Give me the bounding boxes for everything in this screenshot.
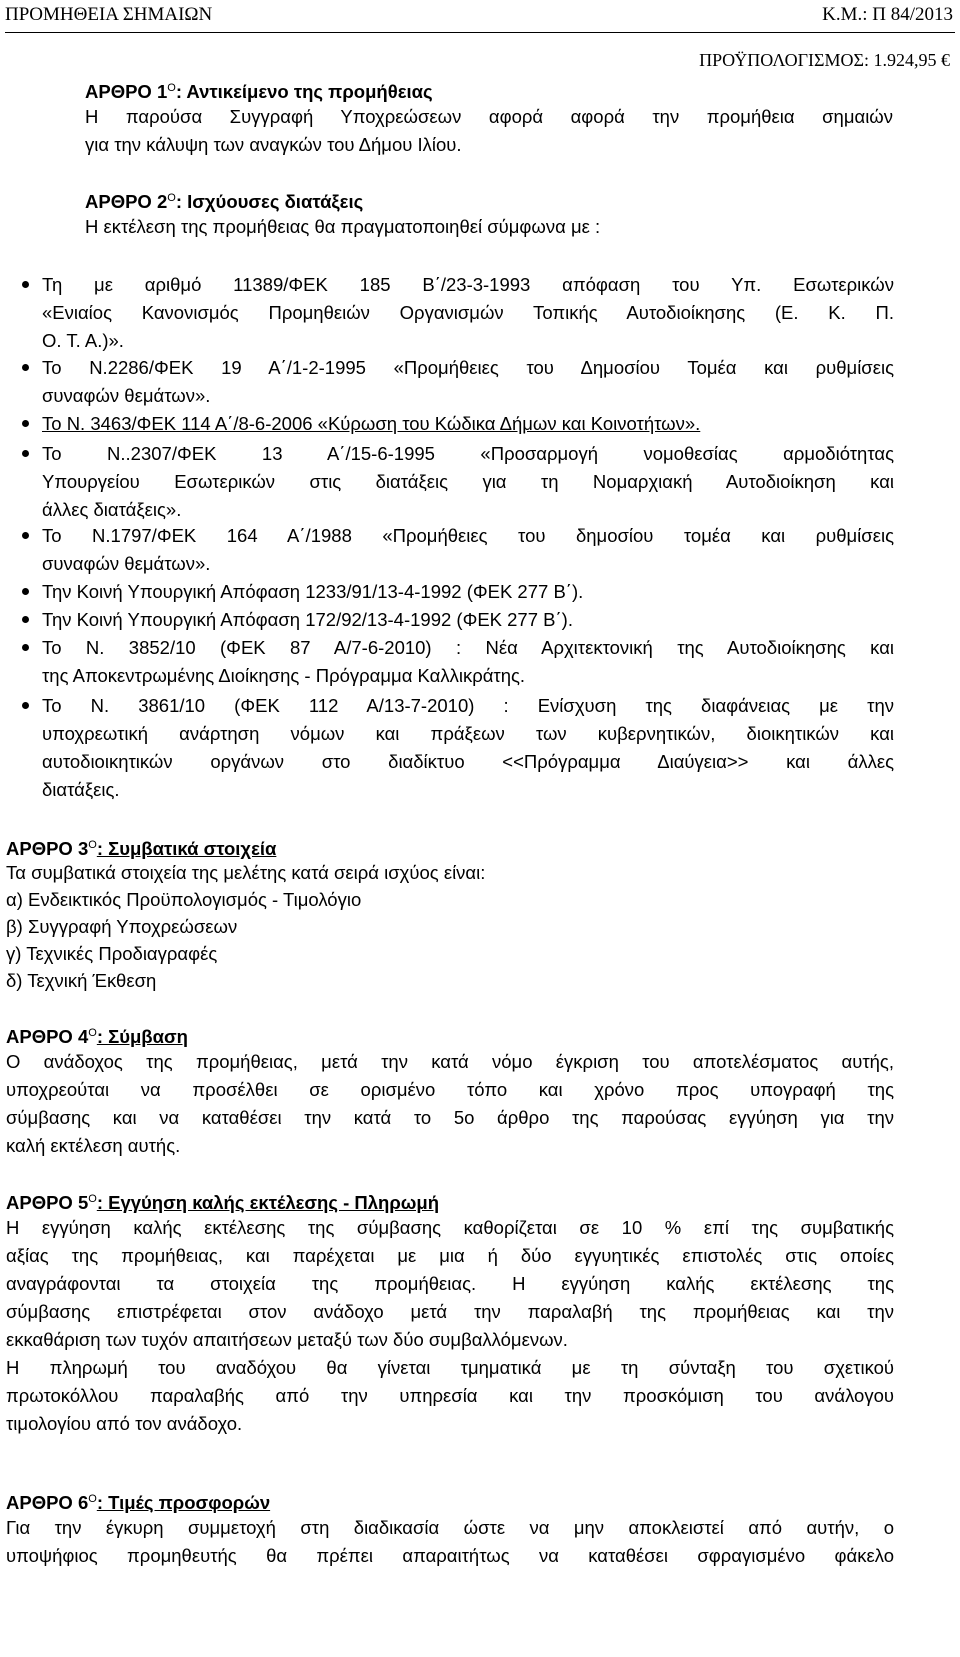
article-2-bullet-5-line-1: Το Ν.1797/ΦΕΚ 164 Α΄/1988 «Προμήθειες του δημοσίου τομέα και ρυθμίσεις xyxy=(42,525,894,546)
article-2-title: ΑΡΘΡΟ $2^O$: Ισχύουσες διατάξεις xyxy=(85,191,364,213)
article-4-line-3: σύμβασης και να καταθέσει την κατά το 5ο άρθρο της παρούσας εγγύηση για την xyxy=(6,1107,894,1128)
article-2-bullet-8-line-1: Το Ν. 3852/10 (ΦΕΚ 87 Α/7-6-2010) : Νέα Αρχιτεκτονική της Αυτοδιοίκησης και xyxy=(42,637,894,658)
article-2-bullet-9-line-4: διατάξεις. xyxy=(42,779,120,800)
article-5-line-1: Η εγγύηση καλής εκτέλεσης της σύμβασης καθορίζεται σε 10 % επί της συμβατικής xyxy=(6,1217,894,1238)
article-2-bullet-1-line-3: Ο. Τ. Α.)». xyxy=(42,330,124,351)
bullet-dot xyxy=(22,450,29,457)
bullet-dot xyxy=(22,532,29,539)
article-4-title: ΑΡΘΡΟ $4^O$: Σύμβαση xyxy=(6,1026,188,1048)
bullet-dot xyxy=(22,644,29,651)
article-6-line-2: υποψήφιος προμηθευτής θα πρέπει απαραιτήτως να καταθέσει σφραγισμένο φάκελο xyxy=(6,1545,894,1566)
budget-label: ΠΡΟΫΠΟΛΟΓΙΣΜΟΣ: 1.924,95 € xyxy=(699,50,950,70)
article-2-bullet-4-line-3: άλλες διατάξεις». xyxy=(42,499,182,520)
article-3-line-2: α) Ενδεικτικός Προϋπολογισμός - Τιμολόγιο xyxy=(6,889,362,910)
bullet-dot xyxy=(22,420,29,427)
article-5-line-3: αναγράφονται τα στοιχεία της προμήθειας. Η εγγύηση καλής εκτέλεσης της xyxy=(6,1273,894,1294)
article-3-line-4: γ) Τεχνικές Προδιαγραφές xyxy=(6,943,218,964)
article-6-title: ΑΡΘΡΟ $6^O$: Τιμές προσφορών xyxy=(6,1492,271,1514)
article-5-line-4: σύμβασης επιστρέφεται στον ανάδοχο μετά την παραλαβή της προμήθειας και την xyxy=(6,1301,894,1322)
article-4-line-4: καλή εκτέλεση αυτής. xyxy=(6,1135,181,1156)
article-3-title: ΑΡΘΡΟ $3^O$: Συμβατικά στοιχεία xyxy=(6,838,277,860)
article-3-line-5: δ) Τεχνική Έκθεση xyxy=(6,970,157,991)
bullet-dot xyxy=(22,364,29,371)
article-2-bullet-6-line-1: Την Κοινή Υπουργική Απόφαση 1233/91/13-4-1992 (ΦΕΚ 277 Β΄). xyxy=(42,581,584,602)
article-2-bullet-9-line-1: Το Ν. 3861/10 (ΦΕΚ 112 Α/13-7-2010) : Ενίσχυση της διαφάνειας με την xyxy=(42,695,894,716)
article-2-bullet-2-line-1: Το Ν.2286/ΦΕΚ 19 Α΄/1-2-1995 «Προμήθειες του Δημοσίου Τομέα και ρυθμίσεις xyxy=(42,357,894,378)
header-right: Κ.Μ.: Π 84/2013 xyxy=(822,4,953,25)
page-header xyxy=(5,4,955,33)
bullet-dot xyxy=(22,588,29,595)
bullet-dot xyxy=(22,616,29,623)
article-2-bullet-4-line-1: Το Ν..2307/ΦΕΚ 13 Α΄/15-6-1995 «Προσαρμογή νομοθεσίας αρμοδιότητας xyxy=(42,443,894,464)
bullet-dot xyxy=(22,702,29,709)
article-2-bullet-7-line-1: Την Κοινή Υπουργική Απόφαση 172/92/13-4-1992 (ΦΕΚ 277 Β΄). xyxy=(42,609,573,630)
header-left: ΠΡΟΜΗΘΕΙΑ ΣΗΜΑΙΩΝ xyxy=(5,4,213,25)
article-4-line-1: Ο ανάδοχος της προμήθειας, μετά την κατά νόμο έγκριση του αποτελέσματος αυτής, xyxy=(6,1051,894,1072)
article-6-line-1: Για την έγκυρη συμμετοχή στη διαδικασία ώστε να μην αποκλειστεί από αυτήν, ο xyxy=(6,1517,894,1538)
article-2-bullet-3-line-1: Το Ν. 3463/ΦΕΚ 114 Α΄/8-6-2006 «Κύρωση του Κώδικα Δήμων και Κοινοτήτων». xyxy=(42,413,701,434)
article-2-bullet-1-line-1: Τη με αριθμό 11389/ΦΕΚ 185 Β΄/23-3-1993 απόφαση του Υπ. Εσωτερικών xyxy=(42,274,894,295)
article-2-bullet-9-line-2: υποχρεωτική ανάρτηση νόμων και πράξεων των κυβερνητικών, διοικητικών και xyxy=(42,723,894,744)
article-5-line-2: αξίας της προμήθειας, και παρέχεται με μια ή δύο εγγυητικές επιστολές στις οποίες xyxy=(6,1245,894,1266)
article-3-line-3: β) Συγγραφή Υποχρεώσεων xyxy=(6,916,238,937)
article-2-bullet-8-line-2: της Αποκεντρωμένης Διοίκησης - Πρόγραμμα Καλλικράτης. xyxy=(42,665,526,686)
article-1-line-2: για την κάλυψη των αναγκών του Δήμου Ιλίου. xyxy=(85,134,462,155)
article-5-line-7: πρωτοκόλλου παραλαβής από την υπηρεσία και την προσκόμιση του ανάλογου xyxy=(6,1385,894,1406)
article-5-line-5: εκκαθάριση των τυχόν απαιτήσεων μεταξύ των δύο συμβαλλόμενων. xyxy=(6,1329,568,1350)
article-2-bullet-4-line-2: Υπουργείου Εσωτερικών στις διατάξεις για τη Νομαρχιακή Αυτοδιοίκηση και xyxy=(42,471,894,492)
bullet-dot xyxy=(22,281,29,288)
article-5-line-8: τιμολογίου από τον ανάδοχο. xyxy=(6,1413,243,1434)
article-1-title: ΑΡΘΡΟ $1^O$: Αντικείμενο της προμήθειας xyxy=(85,81,433,103)
article-1-line-1: Η παρούσα Συγγραφή Υποχρεώσεων αφορά αφορά την προμήθεια σημαιών xyxy=(85,106,893,127)
article-2-bullet-2-line-2: συναφών θεμάτων». xyxy=(42,385,211,406)
article-5-line-6: Η πληρωμή του αναδόχου θα γίνεται τμηματικά με τη σύνταξη του σχετικού xyxy=(6,1357,894,1378)
article-5-title: ΑΡΘΡΟ $5^O$: Εγγύηση καλής εκτέλεσης - Πληρωμή xyxy=(6,1192,440,1214)
article-3-line-1: Τα συμβατικά στοιχεία της μελέτης κατά σειρά ισχύος είναι: xyxy=(6,862,486,883)
article-4-line-2: υποχρεούται να προσέλθει σε ορισμένο τόπο και χρόνο προς υπογραφή της xyxy=(6,1079,894,1100)
article-2-intro: Η εκτέλεση της προμήθειας θα πραγματοποιηθεί σύμφωνα με : xyxy=(85,216,601,237)
article-2-bullet-9-line-3: αυτοδιοικητικών οργάνων στο διαδίκτυο <<Πρόγραμμα Διαύγεια>> και άλλες xyxy=(42,751,894,772)
article-2-bullet-1-line-2: «Ενιαίος Κανονισμός Προμηθειών Οργανισμών Τοπικής Αυτοδιοίκησης (Ε. Κ. Π. xyxy=(42,302,894,323)
article-2-bullet-5-line-2: συναφών θεμάτων». xyxy=(42,553,211,574)
